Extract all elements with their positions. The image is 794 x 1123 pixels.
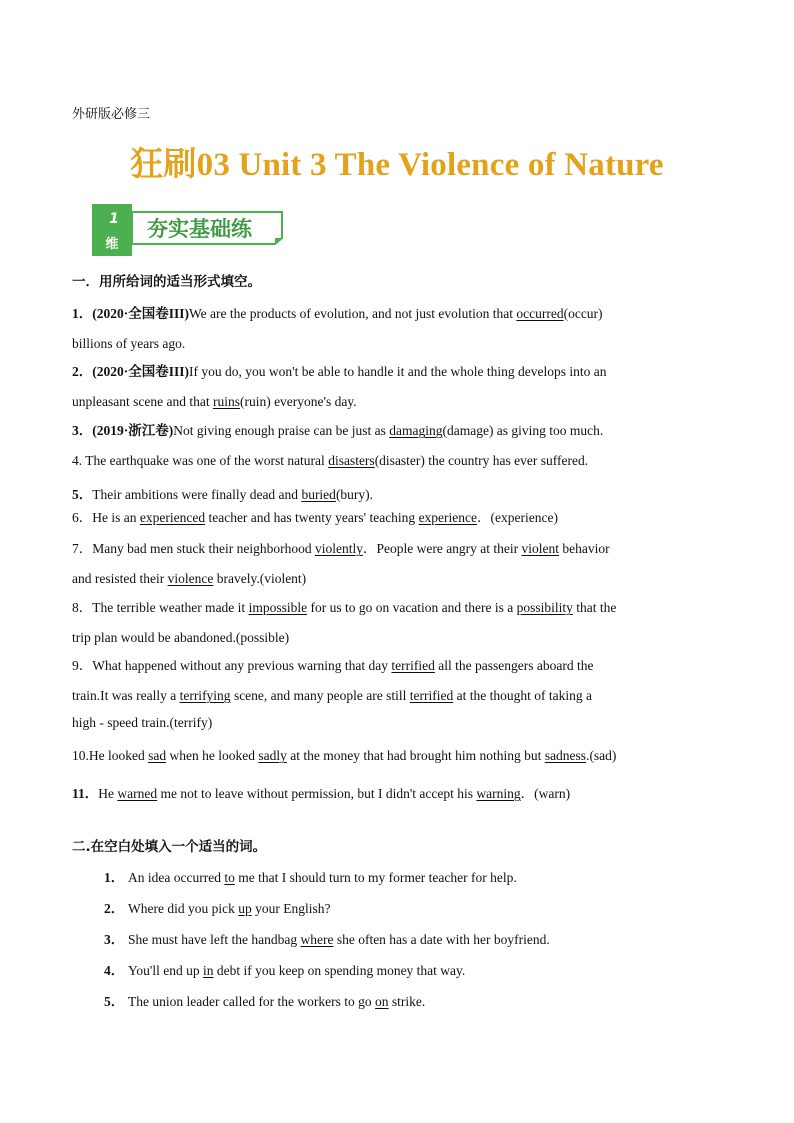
answer: sad: [148, 748, 167, 763]
section-badge: [92, 204, 286, 256]
badge-unit: 维: [105, 237, 119, 252]
answer: where: [300, 932, 334, 947]
question-9-cont: train.It was really a terrifying scene, and many people are still terrified at the thought of taking a: [72, 688, 592, 703]
question-1-cont: billions of years ago.: [72, 336, 186, 351]
answer: ruins: [212, 394, 240, 409]
blank-item-4: 4． You'll end up in debt if you keep on spending money that way.: [104, 963, 466, 978]
question-11: 11．He warned me not to leave without permission, but I didn't accept his warning．(warn): [72, 786, 571, 801]
question-6: 6．He is an experienced teacher and has twenty years' teaching experience．(experience): [72, 510, 558, 525]
answer: terrified: [409, 688, 454, 703]
answer: to: [224, 870, 235, 885]
question-1: 1．(2020·全国卷III)We are the products of evolution, and not just evolution that occurred(occur): [72, 306, 603, 321]
answer: in: [202, 963, 214, 978]
answer: warning: [476, 786, 521, 801]
question-2: 2．(2020·全国卷III)If you do, you won't be able to handle it and the whole thing develops into an: [72, 364, 607, 379]
section2-heading: 二.在空白处填入一个适当的词。: [72, 839, 267, 855]
badge-label: 夯实基础练: [147, 217, 252, 241]
question-2-cont: unpleasant scene and that ruins(ruin) everyone's day.: [72, 394, 357, 409]
answer: violent: [521, 541, 560, 556]
question-10: 10.He looked sad when he looked sadly at the money that had brought him nothing but sadness.(sad): [72, 748, 617, 763]
answer: impossible: [248, 600, 308, 615]
question-9-cont2: high - speed train.(terrify): [72, 715, 213, 730]
answer: warned: [117, 786, 158, 801]
section1-heading: 一．用所给词的适当形式填空。: [72, 274, 261, 290]
answer: sadness: [544, 748, 587, 763]
blank-item-2: 2． Where did you pick up your English?: [104, 901, 331, 916]
answer: occurred: [516, 306, 564, 321]
answer: on: [375, 994, 389, 1009]
badge-number: 1: [109, 211, 119, 227]
question-7: 7．Many bad men stuck their neighborhood violently．People were angry at their violent behavior: [72, 541, 610, 556]
blank-item-3: 3． She must have left the handbag where she often has a date with her boyfriend.: [104, 932, 550, 947]
question-8: 8．The terrible weather made it impossible for us to go on vacation and there is a possibility that the: [72, 600, 617, 615]
blank-item-1: 1． An idea occurred to me that I should turn to my former teacher for help.: [104, 870, 517, 885]
answer: possibility: [516, 600, 573, 615]
blank-item-5: 5． The union leader called for the workers to go on strike.: [104, 994, 426, 1009]
answer: up: [238, 901, 252, 916]
question-9: 9．What happened without any previous warning that day terrified all the passengers aboard the: [72, 658, 594, 673]
textbook-subtitle: 外研版必修三: [72, 107, 151, 122]
question-7-cont: and resisted their violence bravely.(violent): [72, 571, 307, 586]
answer: experienced: [139, 510, 206, 525]
answer: experience: [418, 510, 478, 525]
answer: buried: [301, 487, 336, 502]
question-3: 3．(2019·浙江卷)Not giving enough praise can be just as damaging(damage) as giving too much.: [72, 423, 604, 438]
question-4: 4. The earthquake was one of the worst natural disasters(disaster) the country has ever suffered.: [72, 453, 589, 468]
answer: disasters: [328, 453, 375, 468]
question-5: 5．Their ambitions were finally dead and buried(bury).: [72, 487, 374, 502]
answer: damaging: [389, 423, 443, 438]
answer: terrified: [391, 658, 435, 673]
answer: violence: [167, 571, 214, 586]
answer: violently: [314, 541, 363, 556]
answer: sadly: [258, 748, 287, 763]
question-8-cont: trip plan would be abandoned.(possible): [72, 630, 290, 645]
answer: terrifying: [179, 688, 231, 703]
page-title: 狂刷03 Unit 3 The Violence of Nature: [130, 147, 664, 183]
